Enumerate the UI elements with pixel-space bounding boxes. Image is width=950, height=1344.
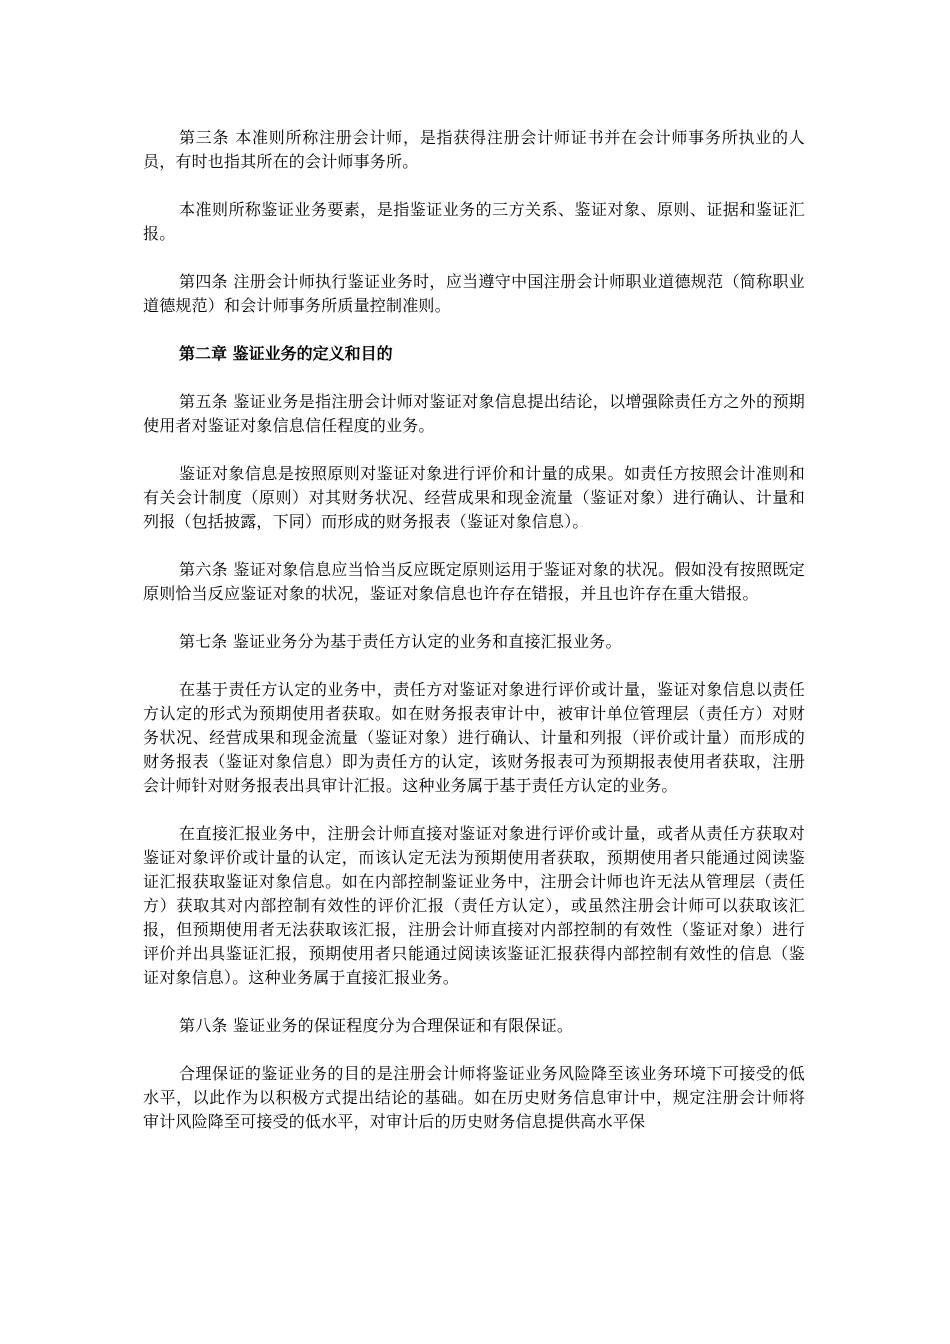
reasonable-assurance-paragraph: 合理保证的鉴证业务的目的是注册会计师将鉴证业务风险降至该业务环境下可接受的低水平，以此作为以积极方式提出结论的基础。如在历史财务信息审计中，规定注册会计师将审计风险降至可接受的低水平，对审计后的历史财务信息提供高水平保: [143, 1064, 805, 1131]
article-4-paragraph: 第四条 注册会计师执行鉴证业务时，应当遵守中国注册会计师职业道德规范（简称职业道德规范）和会计师事务所质量控制准则。: [143, 272, 805, 315]
article-5-paragraph: 第五条 鉴证业务是指注册会计师对鉴证对象信息提出结论，以增强除责任方之外的预期使用者对鉴证对象信息信任程度的业务。: [143, 392, 805, 435]
subject-info-paragraph: 鉴证对象信息是按照原则对鉴证对象进行评价和计量的成果。如责任方按照会计准则和有关会计制度（原则）对其财务状况、经营成果和现金流量（鉴证对象）进行确认、计量和列报（包括披露，下同）而形成的财务报表（鉴证对象信息）。: [143, 464, 805, 531]
direct-reporting-paragraph: 在直接汇报业务中，注册会计师直接对鉴证对象进行评价或计量，或者从责任方获取对鉴证对象评价或计量的认定，而该认定无法为预期使用者获取，预期使用者只能通过阅读鉴证汇报获取鉴证对象信息。如在内部控制鉴证业务中，注册会计师也许无法从管理层（责任方）获取其对内部控制有效性的评价汇报（责任方认定），或虽然注册会计师可以获取该汇报，但预期使用者无法获取该汇报，注册会计师直接对内部控制的有效性（鉴证对象）进行评价并出具鉴证汇报，预期使用者只能通过阅读该鉴证汇报获得内部控制有效性的信息（鉴证对象信息）。这种业务属于直接汇报业务。: [143, 824, 805, 987]
chapter-2-heading: 第二章 鉴证业务的定义和目的: [179, 344, 393, 363]
document-page: [143, 126, 805, 1158]
assurance-elements-paragraph: 本准则所称鉴证业务要素，是指鉴证业务的三方关系、鉴证对象、原则、证据和鉴证汇报。: [143, 200, 805, 243]
article-3-paragraph: 第三条 本准则所称注册会计师，是指获得注册会计师证书并在会计师事务所执业的人员，有时也指其所在的会计师事务所。: [143, 128, 805, 171]
assertion-based-paragraph: 在基于责任方认定的业务中，责任方对鉴证对象进行评价或计量，鉴证对象信息以责任方认定的形式为预期使用者获取。如在财务报表审计中，被审计单位管理层（责任方）对财务状况、经营成果和现金流量（鉴证对象）进行确认、计量和列报（评价或计量）而形成的财务报表（鉴证对象信息）即为责任方的认定，该财务报表可为预期报表使用者获取，注册会计师针对财务报表出具审计汇报。这种业务属于基于责任方认定的业务。: [143, 680, 805, 795]
article-6-paragraph: 第六条 鉴证对象信息应当恰当反应既定原则运用于鉴证对象的状况。假如没有按照既定原则恰当反应鉴证对象的状况，鉴证对象信息也许存在错报，并且也许存在重大错报。: [143, 560, 805, 603]
article-8-paragraph: 第八条 鉴证业务的保证程度分为合理保证和有限保证。: [179, 1016, 574, 1035]
article-7-paragraph: 第七条 鉴证业务分为基于责任方认定的业务和直接汇报业务。: [179, 632, 622, 651]
